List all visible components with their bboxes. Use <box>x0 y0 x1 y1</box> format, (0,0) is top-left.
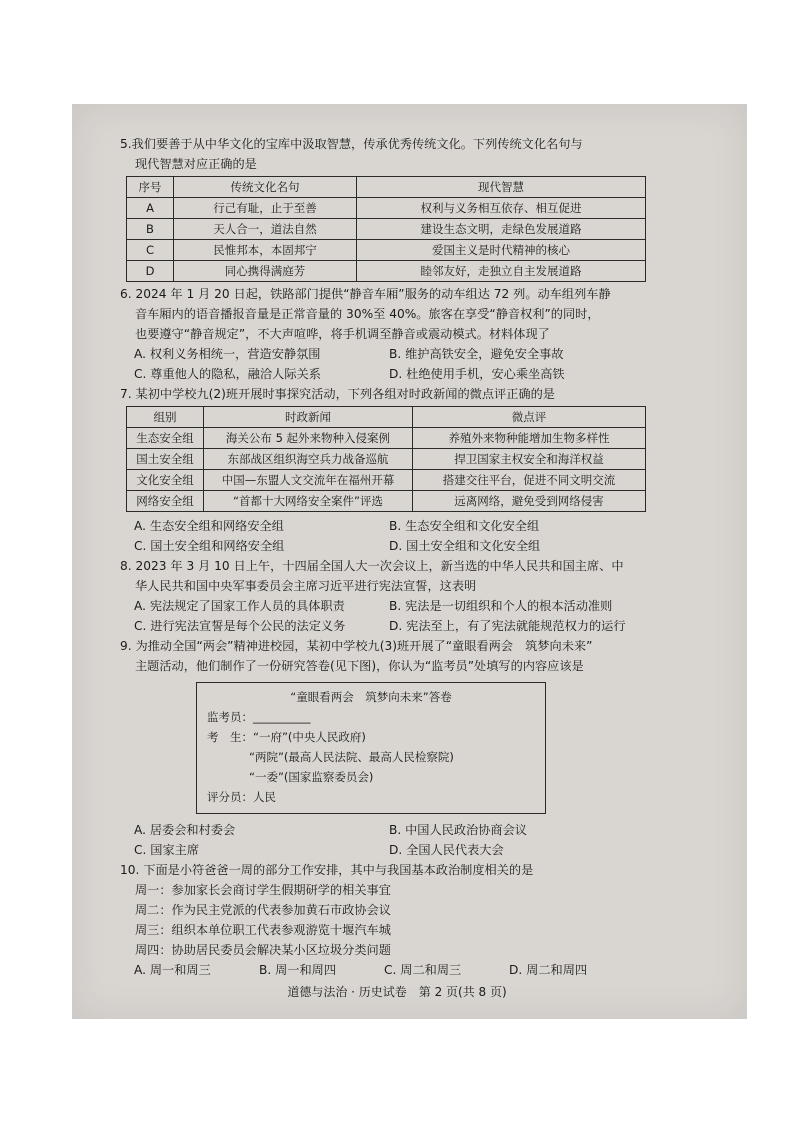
option-c: C. 周二和周三 <box>384 963 462 977</box>
q9-stem-line2: 主题活动，他们制作了一份研究答卷(见下图)，你认为“监考员”处填写的内容应该是 <box>135 659 584 673</box>
option-b: B. 维护高铁安全，避免安全事故 <box>389 347 564 361</box>
table-cell: 天人合一，道法自然 <box>174 219 357 240</box>
table-header: 组别 <box>127 407 204 428</box>
table-header: 微点评 <box>413 407 646 428</box>
exam-paper <box>72 104 747 1019</box>
table-cell: 民惟邦本，本固邦宁 <box>174 240 357 261</box>
question-8 <box>120 556 720 636</box>
table-cell: 远离网络，避免受到网络侵害 <box>413 491 646 512</box>
q9-stem-line1: 9. 为推动全国“两会”精神进校园，某初中学校九(3)班开展了“童眼看两会 筑梦向未来” <box>120 639 593 653</box>
table-header: 时政新闻 <box>204 407 413 428</box>
table-cell: 中国—东盟人文交流年在福州开幕 <box>204 470 413 491</box>
table-cell: 搭建交往平台，促进不同文明交流 <box>413 470 646 491</box>
answer-sheet-grader: 评分员：人民 <box>207 790 276 804</box>
table-cell: D <box>127 261 174 282</box>
option-a: A. 生态安全组和网络安全组 <box>134 519 284 533</box>
option-d: D. 全国人民代表大会 <box>389 843 504 857</box>
q6-stem-line1: 6. 2024 年 1 月 20 日起，铁路部门提供“静音车厢”服务的动车组达 72 列。动车组列车静 <box>120 287 611 301</box>
table-cell: 建设生态文明，走绿色发展道路 <box>357 219 646 240</box>
table-cell: 同心携得满庭芳 <box>174 261 357 282</box>
table-header: 序号 <box>127 177 174 198</box>
table-cell: 睦邻友好，走独立自主发展道路 <box>357 261 646 282</box>
table-row <box>127 261 646 282</box>
page-footer: 道德与法治 · 历史试卷 第 2 页(共 8 页) <box>287 985 507 999</box>
answer-sheet-candidate: 考 生：“一府”(中央人民政府) <box>207 730 366 744</box>
option-d: D. 杜绝使用手机，安心乘坐高铁 <box>389 367 565 381</box>
answer-sheet-box <box>196 682 546 814</box>
question-6 <box>120 284 720 384</box>
table-cell: 爱国主义是时代精神的核心 <box>357 240 646 261</box>
question-5 <box>120 134 720 282</box>
table-cell: 海关公布 5 起外来物种入侵案例 <box>204 428 413 449</box>
option-a: A. 权利义务相统一，营造安静氛围 <box>134 347 321 361</box>
answer-sheet-two-courts: “两院”(最高人民法院、最高人民检察院) <box>249 750 454 764</box>
answer-sheet-commission: “一委”(国家监察委员会) <box>249 770 374 784</box>
q8-stem-line1: 8. 2023 年 3 月 10 日上午，十四届全国人大一次会议上，新当选的中华人民共和国主席、中 <box>120 559 624 573</box>
q7-stem: 7. 某初中学校九(2)班开展时事探究活动，下列各组对时政新闻的微点评正确的是 <box>120 387 555 401</box>
option-b: B. 中国人民政治协商会议 <box>389 823 527 837</box>
table-row <box>127 219 646 240</box>
table-header-row <box>127 407 646 428</box>
table-row <box>127 470 646 491</box>
answer-sheet-proctor: 监考员：__________ <box>207 710 311 724</box>
table-cell: 生态安全组 <box>127 428 204 449</box>
option-c: C. 尊重他人的隐私，融洽人际关系 <box>134 367 321 381</box>
question-10 <box>120 860 720 980</box>
table-row <box>127 240 646 261</box>
q5-table <box>126 176 646 282</box>
option-c: C. 进行宪法宣誓是每个公民的法定义务 <box>134 619 346 633</box>
option-a: A. 周一和周三 <box>134 963 211 977</box>
option-d: D. 宪法至上，有了宪法就能规范权力的运行 <box>389 619 626 633</box>
q8-stem-line2: 华人民共和国中央军事委员会主席习近平进行宪法宣誓，这表明 <box>135 579 477 593</box>
question-7 <box>120 384 720 556</box>
table-cell: A <box>127 198 174 219</box>
option-c: C. 国家主席 <box>134 843 200 857</box>
question-9 <box>120 636 720 860</box>
table-header: 现代智慧 <box>357 177 646 198</box>
q9-options <box>120 820 720 860</box>
table-cell: 网络安全组 <box>127 491 204 512</box>
option-b: B. 宪法是一切组织和个人的根本活动准则 <box>389 599 613 613</box>
table-cell: 东部战区组织海空兵力战备巡航 <box>204 449 413 470</box>
table-row <box>127 491 646 512</box>
option-b: B. 生态安全组和文化安全组 <box>389 519 540 533</box>
q10-item: 周一：参加家长会商讨学生假期研学的相关事宜 <box>135 883 391 897</box>
table-cell: 国土安全组 <box>127 449 204 470</box>
table-cell: 捍卫国家主权安全和海洋权益 <box>413 449 646 470</box>
q5-stem-line1: 5.我们要善于从中华文化的宝库中汲取智慧，传承优秀传统文化。下列传统文化名句与 <box>120 137 583 151</box>
option-d: D. 周二和周四 <box>509 963 588 977</box>
q6-stem-line3: 也要遵守“静音规定”，不大声喧哗，将手机调至静音或震动模式。材料体现了 <box>135 327 550 341</box>
q10-item: 周四：协助居民委员会解决某小区垃圾分类问题 <box>135 943 391 957</box>
table-cell: 养殖外来物种能增加生物多样性 <box>413 428 646 449</box>
table-row <box>127 449 646 470</box>
q5-stem-line2: 现代智慧对应正确的是 <box>135 157 257 171</box>
q6-options <box>120 344 720 384</box>
option-a: A. 宪法规定了国家工作人员的具体职责 <box>134 599 345 613</box>
option-b: B. 周一和周四 <box>259 963 337 977</box>
q7-table <box>126 406 646 512</box>
q6-stem-line2: 音车厢内的语音播报音量是正常音量的 30%至 40%。旅客在享受“静音权利”的同时， <box>135 307 600 321</box>
table-header: 传统文化名句 <box>174 177 357 198</box>
table-cell: 权利与义务相互依存、相互促进 <box>357 198 646 219</box>
q10-item: 周二：作为民主党派的代表参加黄石市政协会议 <box>135 903 391 917</box>
q8-options <box>120 596 720 636</box>
option-d: D. 国土安全组和文化安全组 <box>389 539 541 553</box>
table-header-row <box>127 177 646 198</box>
exam-content <box>120 134 720 980</box>
q7-options <box>120 516 720 556</box>
q10-options <box>120 960 720 980</box>
option-c: C. 国土安全组和网络安全组 <box>134 539 285 553</box>
answer-sheet-title: “童眼看两会 筑梦向未来”答卷 <box>290 690 452 704</box>
q10-item: 周三：组织本单位职工代表参观游览十堰汽车城 <box>135 923 391 937</box>
q10-stem: 10. 下面是小符爸爸一周的部分工作安排，其中与我国基本政治制度相关的是 <box>120 863 534 877</box>
table-row <box>127 428 646 449</box>
table-cell: B <box>127 219 174 240</box>
table-cell: 文化安全组 <box>127 470 204 491</box>
table-cell: 行己有耻，止于至善 <box>174 198 357 219</box>
table-cell: “首都十大网络安全案件”评选 <box>204 491 413 512</box>
option-a: A. 居委会和村委会 <box>134 823 236 837</box>
table-cell: C <box>127 240 174 261</box>
table-row <box>127 198 646 219</box>
